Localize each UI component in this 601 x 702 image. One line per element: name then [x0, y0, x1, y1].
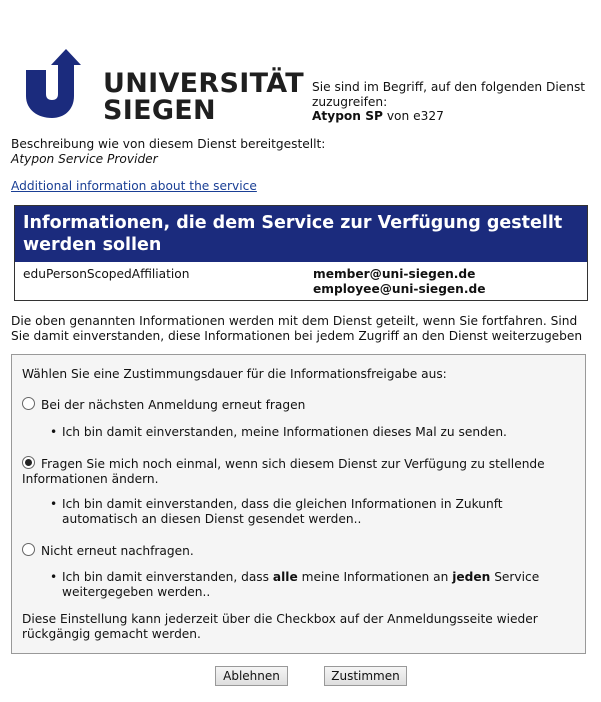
option-detail: Ich bin damit einverstanden, dass die gleichen Informationen in Zukunft automatisch an diesen Dienst gesendet werden.. [62, 497, 503, 526]
table-row [15, 262, 587, 300]
option-label: Bei der nächsten Anmeldung erneut fragen [41, 398, 306, 412]
attribute-values [313, 267, 485, 297]
option-detail: Ich bin damit einverstanden, meine Informationen dieses Mal zu senden. [62, 425, 507, 439]
logo-line1: UNIVERSITÄT [103, 68, 305, 99]
decline-button[interactable]: Ablehnen [215, 666, 288, 686]
consent-title: Wählen Sie eine Zustimmungsdauer für die Informationsfreigabe aus: [22, 367, 447, 381]
logo-line2: SIEGEN [103, 95, 216, 126]
logo-mark-icon [24, 48, 96, 120]
notice-line: Sie damit einverstanden, diese Informationen bei jedem Zugriff an den Dienst weiterzugeben [11, 329, 583, 343]
consent-footnote: Diese Einstellung kann jederzeit über die Checkbox auf der Anmeldungsseite wieder rückgängig gemacht werden. [22, 612, 538, 641]
list-item [50, 570, 550, 600]
consent-option-never-ask[interactable] [22, 543, 194, 558]
notice-line: Die oben genannten Informationen werden mit dem Dienst geteilt, wenn Sie fortfahren. Sind [11, 314, 578, 328]
intro-text [312, 80, 597, 124]
attribute-value: employee@uni-siegen.de [313, 282, 486, 296]
accept-button[interactable]: Zustimmen [324, 666, 407, 686]
service-suffix: von e327 [386, 109, 444, 123]
description-label: Beschreibung wie von diesem Dienst bereitgestellt: [11, 137, 326, 151]
radio-button-checked[interactable] [22, 456, 35, 469]
list-item [50, 497, 540, 527]
sharing-notice [11, 314, 601, 344]
service-description [11, 137, 325, 166]
attribute-table-title: Informationen, die dem Service zur Verfügung gestellt werden sollen [15, 206, 587, 262]
bullet-icon: • [50, 570, 58, 584]
consent-option-ask-on-change[interactable] [22, 456, 562, 487]
bullet-icon: • [50, 425, 58, 439]
university-logo [24, 48, 305, 126]
attribute-name: eduPersonScopedAffiliation [23, 267, 190, 281]
additional-info-link[interactable]: Additional information about the service [11, 179, 257, 193]
radio-button[interactable] [22, 397, 35, 410]
attribute-table [14, 205, 588, 301]
consent-option-ask-next-login[interactable] [22, 397, 305, 412]
option-detail: Ich bin damit einverstanden, dass alle meine Informationen an jeden Service weitergegeben werden.. [62, 570, 540, 599]
service-name: Atypon SP [312, 109, 383, 123]
bullet-icon: • [50, 497, 58, 511]
intro-sentence: Sie sind im Begriff, auf den folgenden Dienst zuzugreifen: [312, 80, 586, 109]
consent-panel [11, 354, 586, 654]
option-label: Nicht erneut nachfragen. [41, 544, 194, 558]
radio-button[interactable] [22, 543, 35, 556]
description-value: Atypon Service Provider [11, 151, 158, 166]
option-label: Fragen Sie mich noch einmal, wenn sich diesem Dienst zur Verfügung zu stellende Informationen ändern. [22, 457, 545, 486]
attribute-value: member@uni-siegen.de [313, 267, 476, 281]
list-item [50, 425, 507, 440]
